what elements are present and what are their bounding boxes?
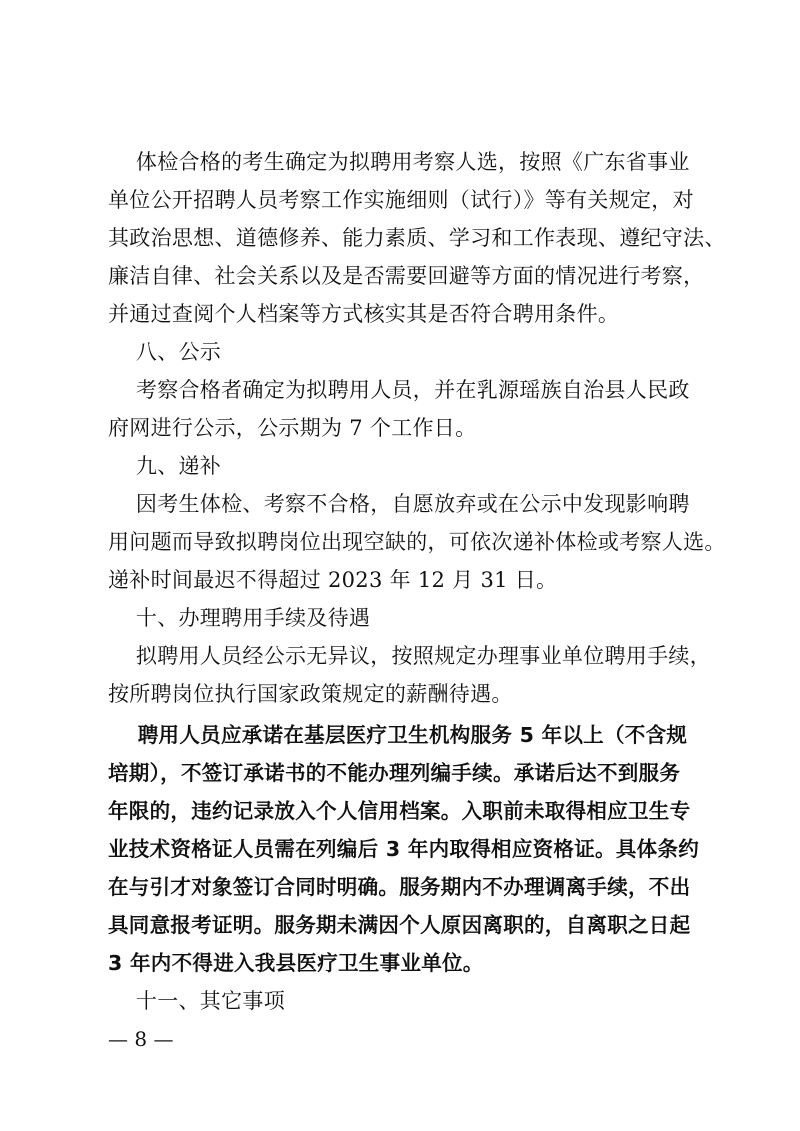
paragraph-line: 拟聘用人员经公示无异议，按照规定办理事业单位聘用手续， [108, 644, 711, 668]
bold-paragraph-line: 聘用人员应承诺在基层医疗卫生机构服务 5 年以上（不含规 [108, 723, 688, 747]
section-heading-employment: 十、办理聘用手续及待遇 [108, 606, 371, 630]
page-number: — 8 — [108, 1027, 174, 1051]
paragraph-line: 考察合格者确定为拟聘用人员，并在乳源瑶族自治县人民政 [108, 378, 690, 402]
paragraph-line: 因考生体检、考察不合格，自愿放弃或在公示中发现影响聘 [108, 492, 690, 516]
section-heading-publicity: 八、公示 [108, 340, 222, 364]
section-heading-supplement: 九、递补 [108, 454, 222, 478]
bold-paragraph-line: 具同意报考证明。服务期未满因个人原因离职的，自离职之日起 [108, 913, 691, 937]
bold-paragraph-line: 年限的，违约记录放入个人信用档案。入职前未取得相应卫生专 [108, 799, 691, 823]
paragraph-line: 其政治思想、道德修养、能力素质、学习和工作表现、遵纪守法、 [108, 226, 726, 250]
bold-paragraph-line: 3 年内不得进入我县医疗卫生事业单位。 [108, 951, 484, 975]
paragraph-line: 用问题而导致拟聘岗位出现空缺的，可依次递补体检或考察人选。 [108, 530, 726, 554]
paragraph-line: 并通过查阅个人档案等方式核实其是否符合聘用条件。 [108, 302, 620, 326]
paragraph-line: 廉洁自律、社会关系以及是否需要回避等方面的情况进行考察， [108, 264, 705, 288]
paragraph-line: 体检合格的考生确定为拟聘用考察人选，按照《广东省事业 [108, 150, 690, 174]
bold-paragraph-line: 在与引才对象签订合同时明确。服务期内不办理调离手续，不出 [108, 875, 691, 899]
paragraph-line: 府网进行公示，公示期为 7 个工作日。 [108, 416, 477, 440]
paragraph-line: 按所聘岗位执行国家政策规定的薪酬待遇。 [108, 682, 513, 706]
paragraph-line: 单位公开招聘人员考察工作实施细则（试行）》等有关规定，对 [108, 188, 694, 212]
paragraph-line: 递补时间最迟不得超过 2023 年 12 月 31 日。 [108, 568, 558, 592]
section-heading-other-matters: 十一、其它事项 [108, 989, 286, 1013]
bold-paragraph-line: 业技术资格证人员需在列编后 3 年内取得相应资格证。具体条约 [108, 837, 700, 861]
bold-paragraph-line: 培期），不签订承诺书的不能办理列编手续。承诺后达不到服务 [108, 761, 681, 785]
